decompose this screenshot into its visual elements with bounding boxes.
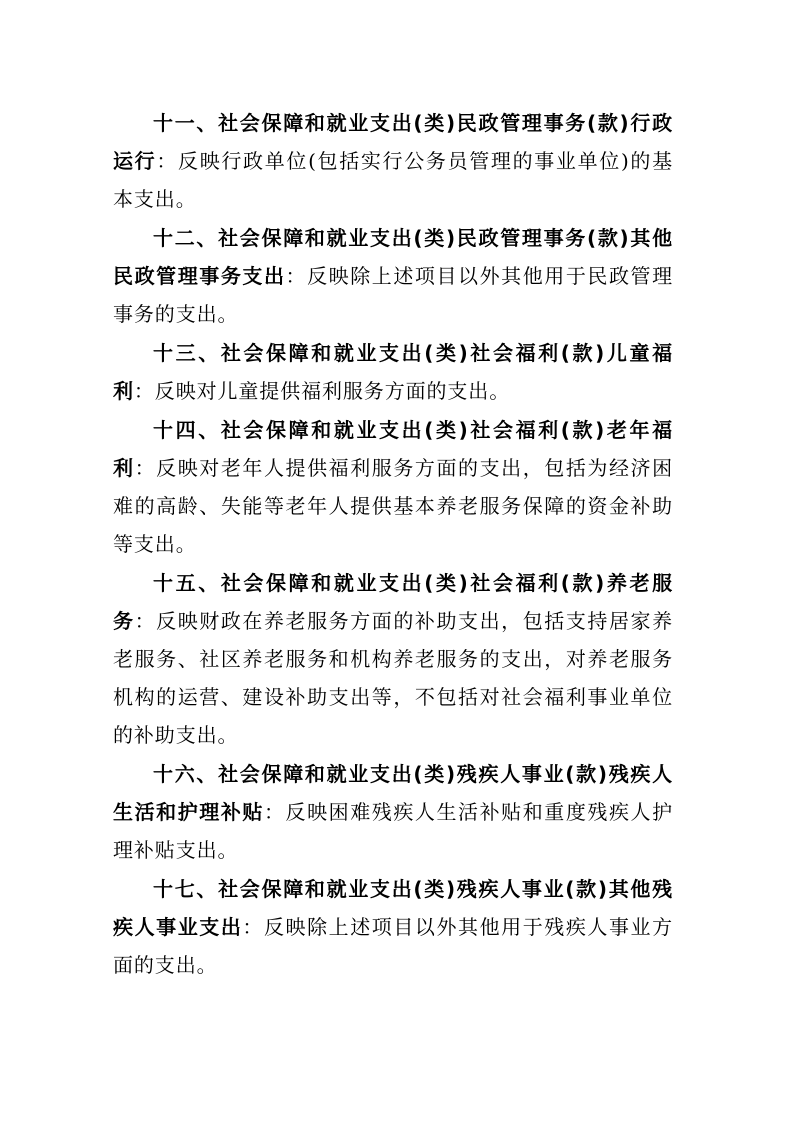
paragraph-17 (113, 870, 673, 984)
paragraph-term: 十三、社会保障和就业支出(类)社会福利(款)儿童福利 (113, 341, 673, 403)
paragraph-11 (113, 104, 673, 218)
paragraph-term: 十六、社会保障和就业支出(类)残疾人事业(款)残疾人生活和护理补贴 (113, 762, 673, 824)
paragraph-13 (113, 334, 673, 410)
paragraph-description: ：反映对儿童提供福利服务方面的支出。 (133, 379, 511, 403)
paragraph-description: ：反映对老年人提供福利服务方面的支出，包括为经济困难的高龄、失能等老年人提供基本养老服务保障的资金补助等支出。 (113, 456, 674, 556)
paragraph-16 (113, 755, 673, 869)
paragraph-description: ：反映除上述项目以外其他用于民政管理事务的支出。 (113, 264, 673, 326)
paragraph-15 (113, 564, 673, 754)
paragraph-description: ：反映财政在养老服务方面的补助支出，包括支持居家养老服务、社区养老服务和机构养老服务的支出，对养老服务机构的运营、建设补助支出等，不包括对社会福利事业单位的补助支出。 (113, 609, 674, 747)
paragraph-14 (113, 411, 673, 563)
paragraph-description: ：反映行政单位(包括实行公务员管理的事业单位)的基本支出。 (113, 149, 673, 211)
paragraph-term: 十一、社会保障和就业支出(类)民政管理事务(款)行政运行 (113, 111, 673, 173)
document-body (113, 104, 673, 985)
paragraph-term: 十四、社会保障和就业支出(类)社会福利(款)老年福利 (113, 418, 673, 480)
paragraph-term: 十五、社会保障和就业支出(类)社会福利(款)养老服务 (113, 571, 673, 633)
paragraph-term: 十二、社会保障和就业支出(类)民政管理事务(款)其他民政管理事务支出 (113, 226, 673, 288)
paragraph-12 (113, 219, 673, 333)
paragraph-description: ：反映困难残疾人生活补贴和重度残疾人护理补贴支出。 (113, 800, 673, 862)
paragraph-description: ：反映除上述项目以外其他用于残疾人事业方面的支出。 (113, 915, 674, 977)
paragraph-term: 十七、社会保障和就业支出(类)残疾人事业(款)其他残疾人事业支出 (113, 877, 673, 939)
